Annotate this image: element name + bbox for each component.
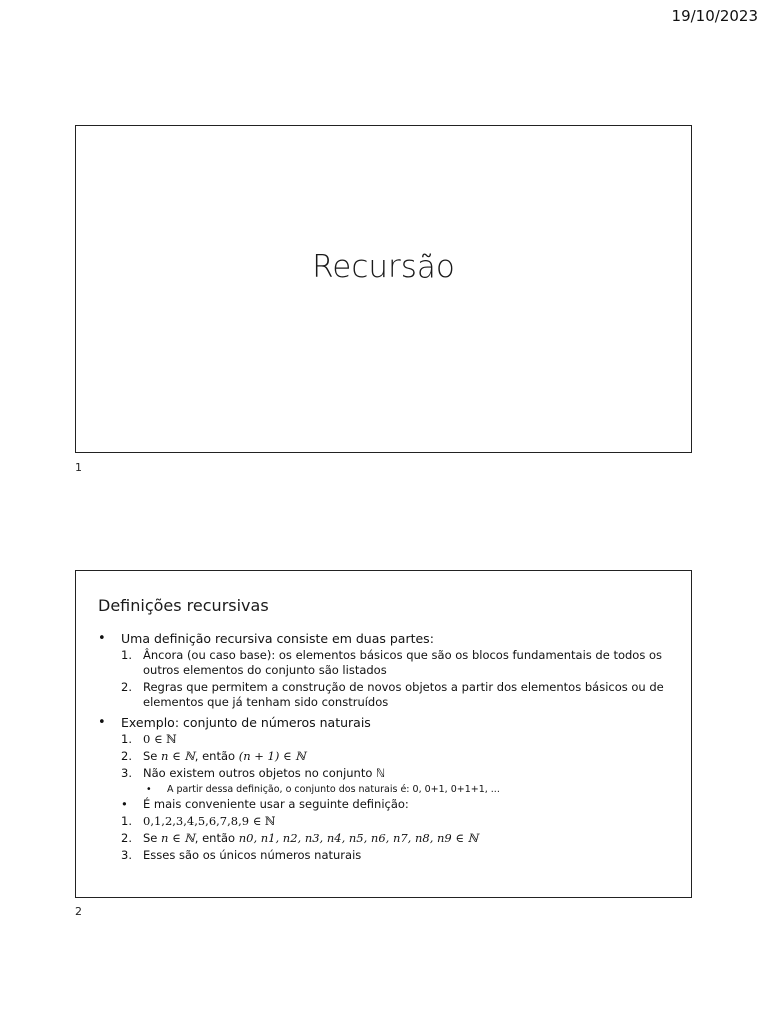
slide-2 (75, 570, 692, 898)
bullet-dot: • (98, 715, 106, 730)
slide-2-title: Definições recursivas (98, 596, 269, 615)
list-item: 2. Regras que permitem a construção de novos objetos a partir dos elementos básicos ou de elementos que já tenham sido construídos (121, 680, 664, 709)
list-item: 2. Se n ∈ ℕ, então n0, n1, n2, n3, n4, n5, n6, n7, n8, n9 ∈ ℕ (121, 831, 479, 845)
bullet-convenient: • É mais conveniente usar a seguinte definição: (121, 797, 409, 811)
list-item: 2. Se n ∈ ℕ, então (n + 1) ∈ ℕ (121, 749, 306, 763)
sub-bullet: • A partir dessa definição, o conjunto dos naturais é: 0, 0+1, 0+1+1, ... (146, 784, 500, 795)
bullet-definition: • Uma definição recursiva consiste em duas partes: (98, 631, 434, 646)
page-number-1: 1 (75, 461, 82, 474)
bullet-dot: • (146, 784, 152, 795)
bullet-example: • Exemplo: conjunto de números naturais (98, 715, 371, 730)
slide-1-title: Recursão (312, 249, 455, 285)
list-item: 3. Não existem outros objetos no conjunto ℕ (121, 766, 386, 780)
page-number-2: 2 (75, 905, 82, 918)
list-item: 1. 0 ∈ ℕ (121, 732, 177, 746)
slide-2-content (98, 631, 677, 865)
bullet-dot: • (121, 797, 128, 811)
slide-1 (75, 125, 692, 453)
list-item: 3. Esses são os únicos números naturais (121, 848, 362, 862)
list-item: 1. 0,1,2,3,4,5,6,7,8,9 ∈ ℕ (121, 814, 276, 828)
document-date: 19/10/2023 (671, 7, 758, 25)
list-item: 1. Âncora (ou caso base): os elementos básicos que são os blocos fundamentais de todos os outros elementos do conjunto são listados (121, 648, 663, 677)
bullet-dot: • (98, 631, 106, 646)
